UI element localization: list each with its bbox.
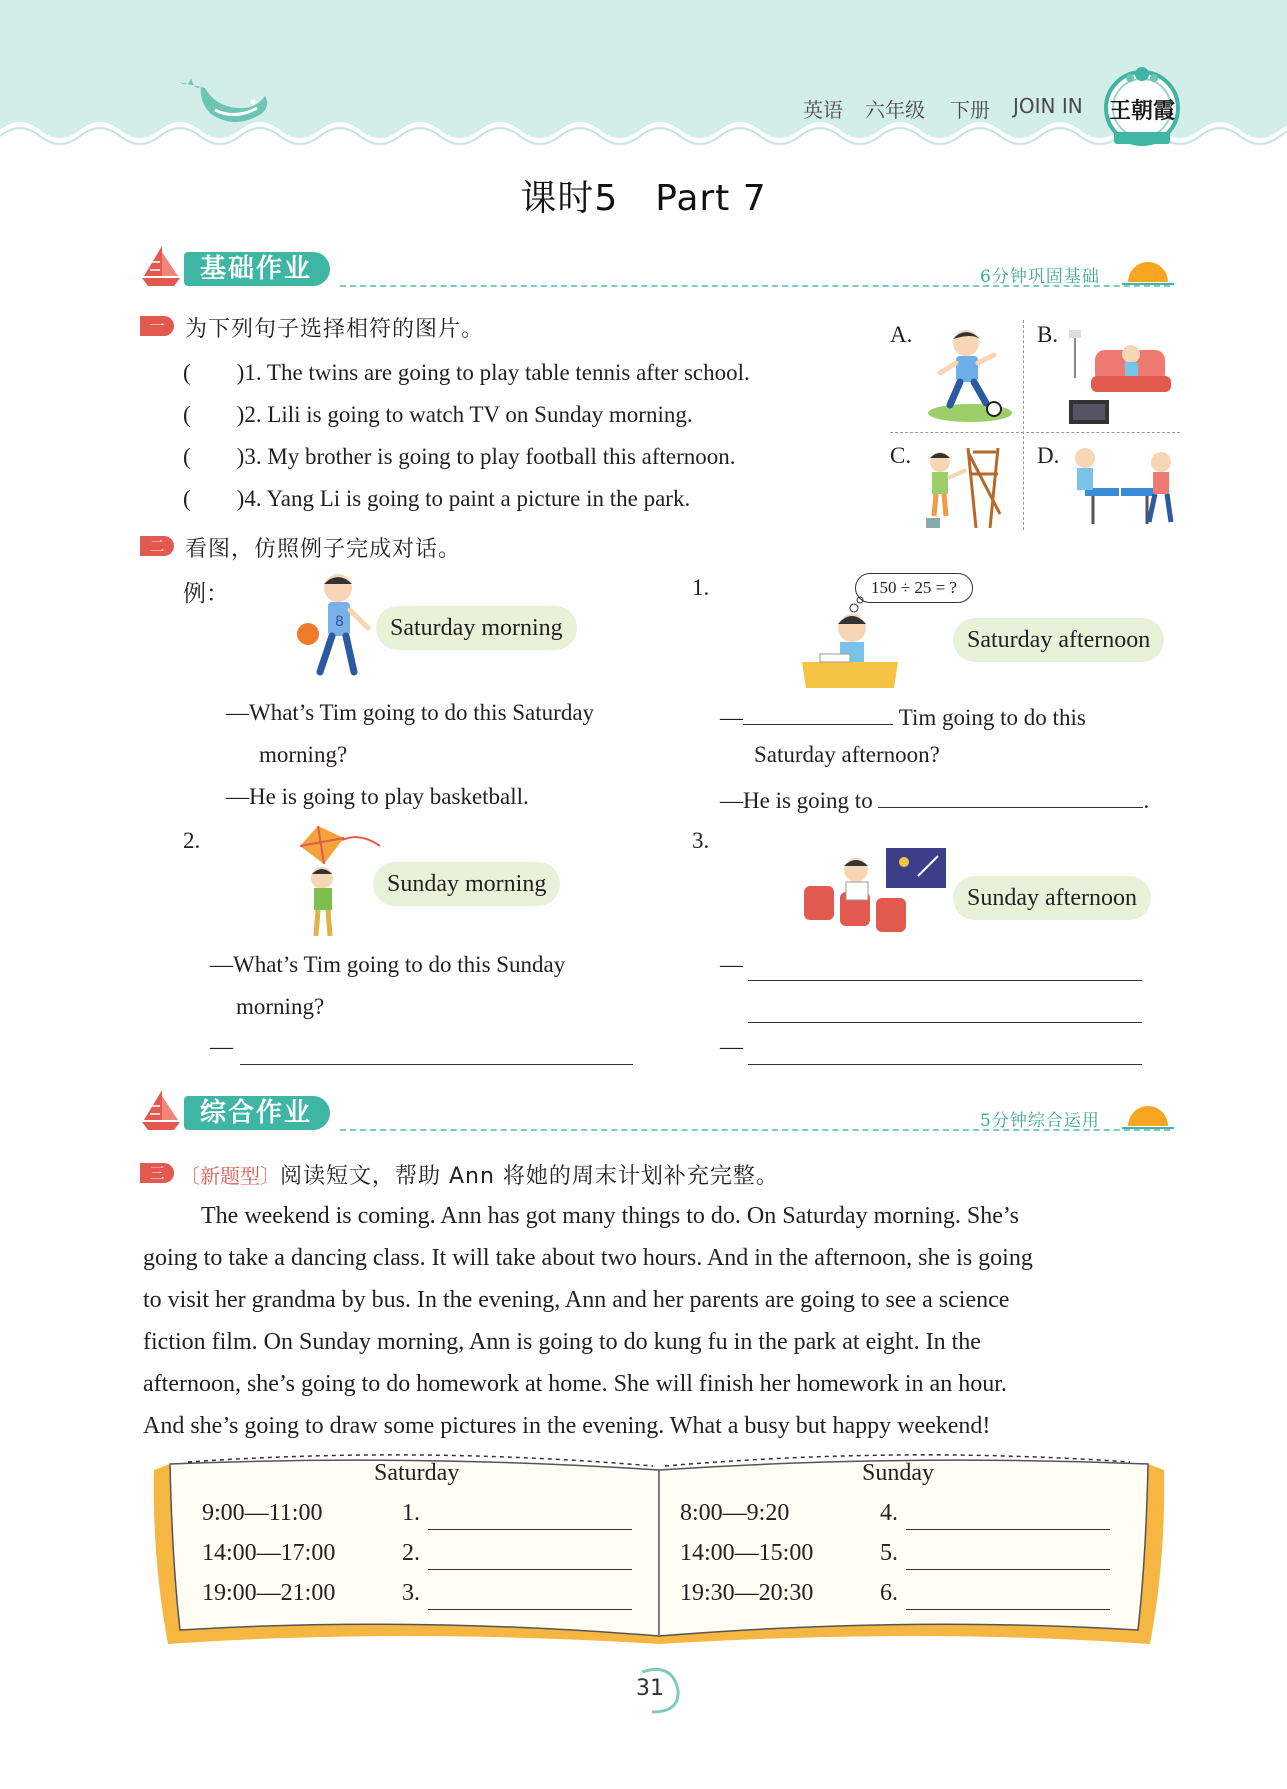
sun-icon <box>1122 1100 1174 1130</box>
sat-answer-2[interactable] <box>428 1569 632 1570</box>
option-b-label: B. <box>1037 322 1059 347</box>
sat-time-2: 14:00—17:00 <box>202 1540 336 1566</box>
sat-num-3: 3. <box>402 1580 420 1606</box>
q1-item-4: ( )4. Yang Li is going to paint a picture in the park. <box>183 486 691 511</box>
sun-num-2: 5. <box>880 1540 898 1566</box>
item1-line3-prefix: —He is going to <box>720 788 873 813</box>
sun-answer-3[interactable] <box>906 1609 1110 1610</box>
header-volume: 下册 <box>950 98 990 122</box>
sun-time-2: 14:00—15:00 <box>680 1540 814 1566</box>
passage-line-4: fiction film. On Sunday morning, Ann is going to do kung fu in the park at eight. In the <box>143 1329 981 1355</box>
sun-num-3: 6. <box>880 1580 898 1606</box>
example-answer: —He is going to play basketball. <box>226 784 529 809</box>
option-d-label: D. <box>1037 443 1060 468</box>
item1-line1 <box>720 701 1086 731</box>
passage-line-3: to visit her grandma by bus. In the evening, Ann and her parents are going to see a science <box>143 1287 1010 1313</box>
sun-time-3: 19:30—20:30 <box>680 1580 814 1606</box>
question-number-3: 三 <box>140 1163 174 1183</box>
item3-dash-1: — <box>720 952 743 977</box>
sun-icon <box>1122 256 1174 286</box>
passage-line-5: afternoon, she’s going to do homework at home. She will finish her homework in an hour. <box>143 1371 1007 1397</box>
sun-answer-1[interactable] <box>906 1529 1110 1530</box>
item2-line3-dash: — <box>210 1034 233 1059</box>
q2-instruction: 看图，仿照例子完成对话。 <box>185 537 462 562</box>
boy-kite-illustration <box>284 824 384 940</box>
whale-icon <box>175 74 275 132</box>
item1-line3 <box>720 784 1149 814</box>
brand-logo <box>1102 64 1182 148</box>
q1-instruction: 为下列句子选择相符的图片。 <box>185 317 485 342</box>
item1-time-label: Saturday afternoon <box>953 618 1164 662</box>
q1-item-1: ( )1. The twins are going to play table tennis after school. <box>183 360 750 385</box>
item1-dash: — <box>720 705 743 730</box>
item1-blank-1[interactable] <box>743 701 893 725</box>
section-comp-title: 综合作业 <box>184 1096 330 1130</box>
item3-label: 3. <box>692 828 710 853</box>
q1-item-2: ( )2. Lili is going to watch TV on Sunday morning. <box>183 402 693 427</box>
boy-basketball-illustration <box>290 572 376 684</box>
item1-blank-2[interactable] <box>878 784 1143 808</box>
question-number-1: 一 <box>140 316 174 336</box>
question-number-2: 二 <box>140 536 174 556</box>
passage-line-1: The weekend is coming. Ann has got many things to do. On Saturday morning. She’s <box>201 1203 1019 1229</box>
saturday-title: Saturday <box>374 1460 460 1486</box>
sat-time-3: 19:00—21:00 <box>202 1580 336 1606</box>
svg-text:8: 8 <box>335 614 344 630</box>
sat-time-1: 9:00—11:00 <box>202 1500 323 1526</box>
sailboat-icon <box>140 1088 182 1132</box>
item2-answer-blank[interactable] <box>240 1064 633 1065</box>
header-edition: JOIN IN <box>1013 94 1083 118</box>
item1-line2: Saturday afternoon? <box>754 742 940 767</box>
thought-bubble: 150 ÷ 25 = ? <box>855 573 973 603</box>
boy-painting-illustration <box>918 444 1018 532</box>
grid-divider-v <box>1023 320 1024 530</box>
example-question-line2: morning? <box>259 742 348 767</box>
item2-time-label: Sunday morning <box>373 862 560 906</box>
sailboat-icon <box>140 244 182 288</box>
section-basic-title: 基础作业 <box>184 252 330 286</box>
example-question-line1: —What’s Tim going to do this Saturday <box>226 700 595 725</box>
option-a-label: A. <box>890 322 913 347</box>
grid-divider-h <box>890 432 1180 433</box>
boy-homework-illustration <box>800 596 900 692</box>
boy-football-illustration <box>920 325 1016 425</box>
sat-answer-3[interactable] <box>428 1609 632 1610</box>
boy-cinema-illustration <box>800 846 950 938</box>
item2-label: 2. <box>183 828 201 853</box>
sun-num-1: 4. <box>880 1500 898 1526</box>
item3-dash-2: — <box>720 1034 743 1059</box>
q1-item-3: ( )3. My brother is going to play football this afternoon. <box>183 444 736 469</box>
item2-line2: morning? <box>236 994 325 1019</box>
section-basic-tip: 6分钟巩固基础 <box>980 267 1100 287</box>
sunday-title: Sunday <box>862 1460 934 1486</box>
sat-num-2: 2. <box>402 1540 420 1566</box>
passage-line-2: going to take a dancing class. It will take about two hours. And in the afternoon, she is going <box>143 1245 1033 1271</box>
item3-answer-blank-2[interactable] <box>748 1022 1142 1023</box>
new-type-tag: 〔新题型〕 <box>180 1164 280 1188</box>
page-number: 31 <box>636 1676 664 1701</box>
sun-answer-2[interactable] <box>906 1569 1110 1570</box>
brand-name: 王朝霞 <box>1108 98 1175 124</box>
option-c-label: C. <box>890 443 912 468</box>
passage-line-6: And she’s going to draw some pictures in the evening. What a busy but happy weekend! <box>143 1413 991 1439</box>
twins-table-tennis-illustration <box>1065 444 1177 532</box>
section-comp-tip: 5分钟综合运用 <box>980 1111 1100 1131</box>
item2-line1: —What’s Tim going to do this Sunday <box>210 952 566 977</box>
q3-instruction: 阅读短文，帮助 Ann 将她的周末计划补充完整。 <box>280 1164 779 1189</box>
header-subject: 英语 <box>803 98 843 122</box>
example-label: 例： <box>183 581 229 606</box>
item3-answer-blank-1[interactable] <box>748 980 1142 981</box>
girl-watching-tv-illustration <box>1065 328 1175 426</box>
item3-answer-blank-3[interactable] <box>748 1064 1142 1065</box>
example-time-label: Saturday morning <box>376 606 577 650</box>
header-grade: 六年级 <box>865 98 925 122</box>
lesson-title: 课时5 Part 7 <box>520 178 767 219</box>
sun-time-1: 8:00—9:20 <box>680 1500 790 1526</box>
sat-answer-1[interactable] <box>428 1529 632 1530</box>
item1-label: 1. <box>692 575 710 600</box>
item3-time-label: Sunday afternoon <box>953 876 1151 920</box>
item1-line3-suffix: . <box>1143 788 1150 813</box>
sat-num-1: 1. <box>402 1500 420 1526</box>
item1-line1-suffix: Tim going to do this <box>898 705 1086 730</box>
